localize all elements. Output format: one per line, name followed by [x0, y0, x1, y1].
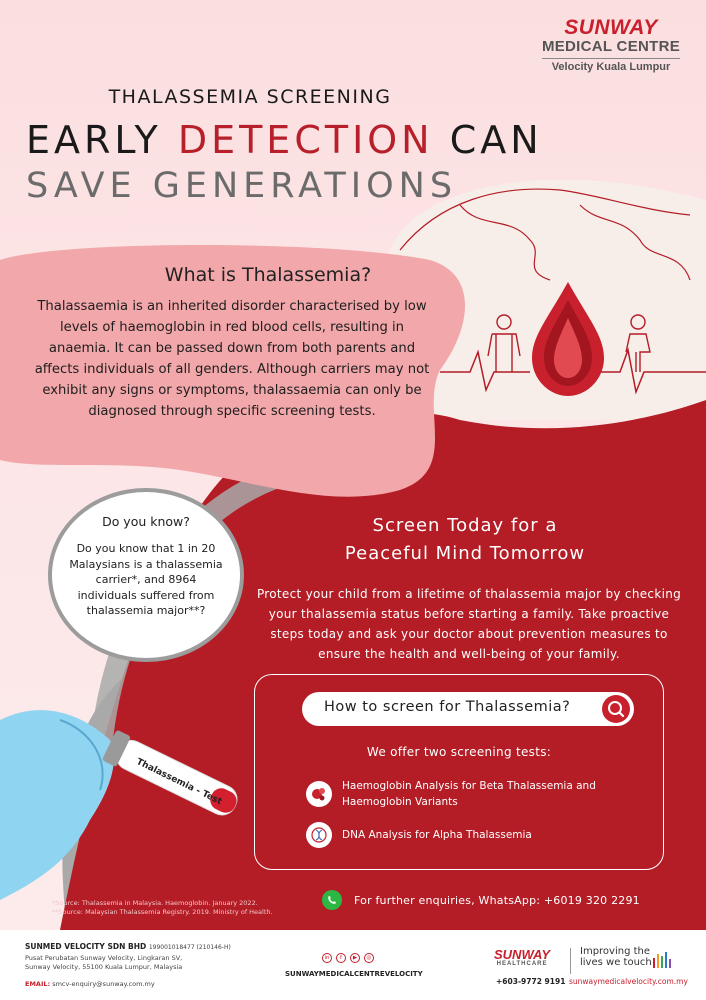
test-label-dna: DNA Analysis for Alpha Thalassemia: [342, 829, 532, 841]
sunway-medical-logo: [536, 18, 686, 73]
source-note-1: *Source: Thalassemia in Malaysia. Haemoglobin. January 2022.: [52, 899, 258, 907]
company-name: [25, 942, 231, 951]
screen-title-line2: Peaceful Mind Tomorrow: [344, 543, 586, 564]
enquiry: [322, 890, 640, 910]
logo-brand: SUNWAY: [564, 16, 658, 39]
dna-icon: [306, 822, 332, 848]
test-label-line2: Haemoglobin Variants: [342, 796, 458, 808]
offer-text: We offer two screening tests:: [366, 745, 552, 759]
screen-title: [300, 512, 630, 568]
whatsapp-icon[interactable]: [322, 890, 342, 910]
sunway-healthcare-logo: [494, 948, 550, 967]
tagline: [580, 946, 660, 968]
bars-icon: [652, 950, 672, 970]
source-note-2: **Source: Malaysian Thalassemia Registry. 2019. Ministry of Health.: [52, 908, 273, 916]
do-you-know-circle: [48, 488, 244, 662]
address-line1: Pusat Perubatan Sunway Velocity, Lingkaran SV,: [25, 954, 183, 962]
test-label-haemoglobin: [342, 778, 596, 810]
healthcare-sub: HEALTHCARE: [496, 961, 548, 967]
enquiry-text: For further enquiries, WhatsApp: +6019 320 2291: [354, 893, 640, 907]
svg-text:Thalassemia - Test: Thalassemia - Test: [134, 757, 224, 808]
social-icons: [322, 953, 374, 963]
what-title: What is Thalassemia?: [164, 264, 372, 286]
know-title: Do you know?: [102, 514, 190, 529]
logo-location: Velocity Kuala Lumpur: [551, 61, 671, 73]
tagline-line2: lives we touch: [580, 957, 652, 968]
headline-line2: SAVE GENERATIONS: [26, 166, 458, 206]
company-address: [25, 954, 245, 971]
screen-title-line1: Screen Today for a: [372, 515, 558, 536]
healthcare-brand: SUNWAY: [494, 947, 551, 962]
linkedin-icon[interactable]: in: [322, 953, 332, 963]
footer-divider: [570, 948, 571, 974]
facebook-icon[interactable]: f: [336, 953, 346, 963]
blood-cells-icon: [306, 781, 332, 807]
what-body: Thalassaemia is an inherited disorder characterised by low levels of haemoglobin in red blood cells, resulting in anaemia. It can be passed down from both parents and affects individuals of all genders. Although carriers may not exhibit any signs or symptoms, thalassaemia can only be diagnosed through specific screening tests.: [34, 299, 430, 419]
email-line: [25, 980, 155, 988]
address-line2: Sunway Velocity, 55100 Kuala Lumpur, Malaysia: [25, 962, 183, 971]
footer-phone[interactable]: +603-9772 9191: [496, 977, 566, 986]
footer-website[interactable]: sunwaymedicalvelocity.com.my: [569, 977, 688, 986]
test-item-haemoglobin: [306, 778, 636, 810]
kicker: THALASSEMIA SCREENING: [108, 86, 392, 108]
screen-body: Protect your child from a lifetime of thalassemia major by checking your thalassemia status before starting a family. Take proactive steps today and ask your doctor about prevention measures to ensure the health and well-being of your family.: [256, 587, 682, 661]
company-title: SUNMED VELOCITY SDN BHD: [25, 942, 147, 951]
instagram-icon[interactable]: ◎: [364, 953, 374, 963]
test-label-line1: Haemoglobin Analysis for Beta Thalassemia and: [342, 780, 596, 792]
email-address[interactable]: smcv-enquiry@sunway.com.my: [52, 980, 155, 988]
headline-post: CAN: [433, 118, 543, 162]
how-to-screen-label: How to screen for Thalassemia?: [324, 699, 571, 715]
logo-subtitle: MEDICAL CENTRE: [541, 38, 681, 55]
know-body: Do you know that 1 in 20 Malaysians is a thalassemia carrier*, and 8964 individuals suffered from thalassemia major**?: [69, 542, 223, 617]
footer: [0, 930, 706, 1000]
logo-divider: [542, 58, 680, 59]
search-icon: [602, 695, 630, 723]
tagline-line1: Improving the: [580, 946, 651, 957]
company-reg: 199001018477 (210146-H): [148, 944, 231, 951]
email-label: EMAIL:: [25, 980, 51, 988]
headline-pre: EARLY: [26, 118, 178, 162]
social-handle[interactable]: SUNWAYMEDICALCENTREVELOCITY: [285, 970, 423, 978]
youtube-icon[interactable]: ▶: [350, 953, 360, 963]
headline-highlight: DETECTION: [177, 118, 434, 162]
headline: [26, 118, 543, 162]
how-to-screen-pill: [302, 692, 634, 726]
test-item-dna: [306, 822, 636, 848]
